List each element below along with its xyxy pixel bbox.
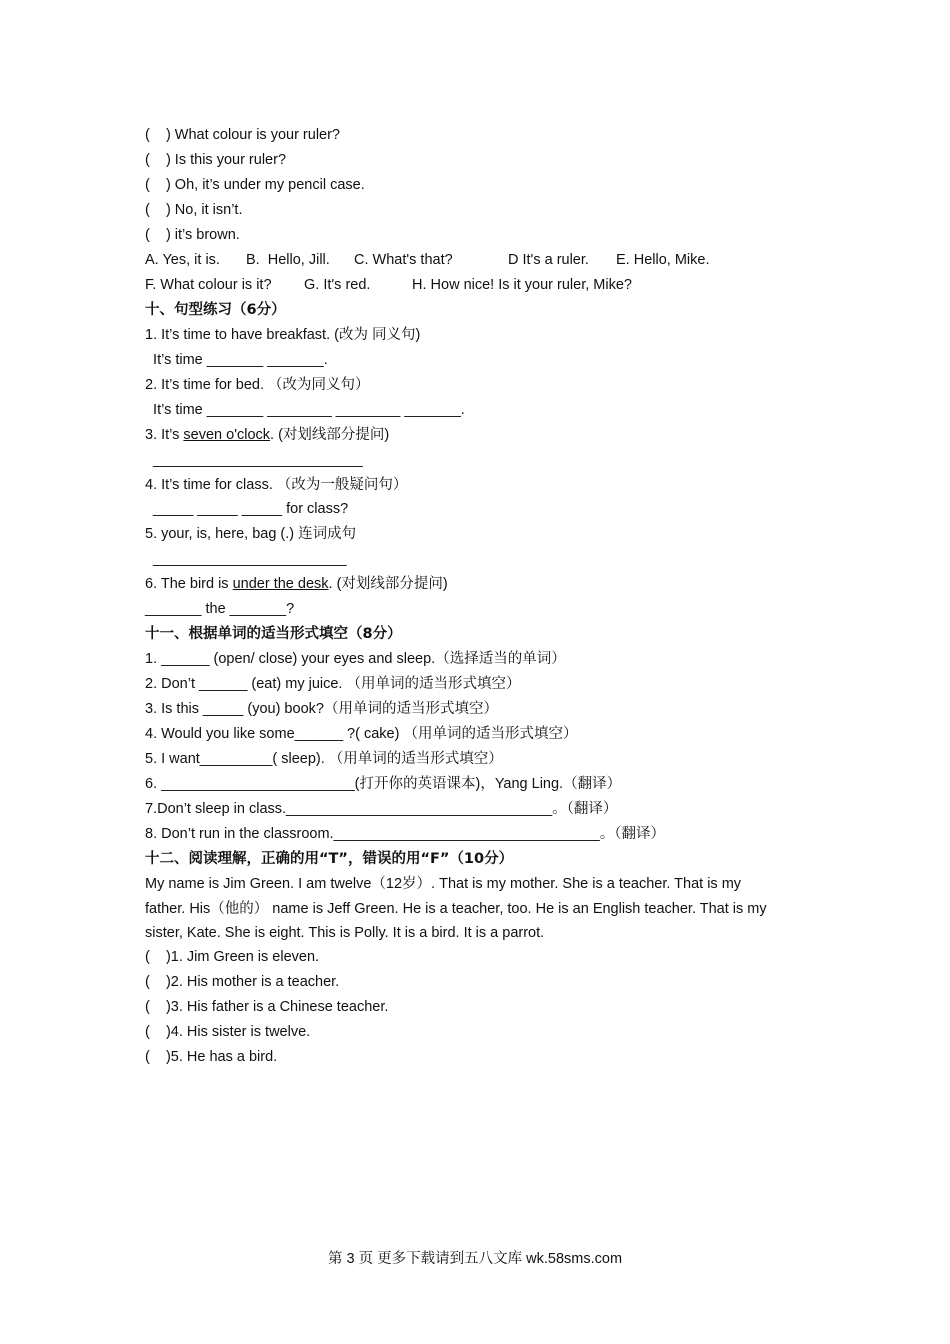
dialogue-line: ( ) No, it isn’t. <box>145 202 243 218</box>
tf-question: ( )1. Jim Green is eleven. <box>145 949 320 965</box>
question: 1. ______ (open/ close) your eyes and sleep.（选择适当的单词） <box>145 651 566 667</box>
question: 3. Is this _____ (you) book?（用单词的适当形式填空） <box>145 701 498 717</box>
answer-blank: It’s time _______ _______. <box>145 352 328 368</box>
option-a: A. Yes, it is. <box>145 252 220 268</box>
question: 5. I want_________( sleep). （用单词的适当形式填空） <box>145 751 503 767</box>
question-text: . (对划线部分提问) <box>328 576 448 592</box>
answer-blank: _____ _____ _____ for class? <box>145 501 349 517</box>
tf-question: ( )5. He has a bird. <box>145 1049 278 1065</box>
options-row <box>145 251 745 271</box>
option-h: H. How nice! Is it your ruler, Mike? <box>412 277 632 293</box>
question <box>145 575 448 593</box>
option-b: B. Hello, Jill. <box>246 252 330 268</box>
underlined-phrase: under the desk <box>232 576 329 592</box>
question: 7.Don’t sleep in class._________________________________。（翻译） <box>145 801 618 817</box>
page-footer: 第 3 页 更多下载请到五八文库 wk.58sms.com <box>327 1251 623 1267</box>
dialogue-line: ( ) Is this your ruler? <box>145 152 287 168</box>
question: 2. It’s time for bed. （改为同义句） <box>145 377 370 393</box>
tf-question: ( )4. His sister is twelve. <box>145 1024 311 1040</box>
question: 6. ________________________(打开你的英语课本)，Yang Ling.（翻译） <box>145 776 622 792</box>
reading-passage-line: sister, Kate. She is eight. This is Polly. It is a bird. It is a parrot. <box>145 925 545 941</box>
section-heading: 十二、阅读理解，正确的用“T”，错误的用“F”（10分） <box>145 851 514 867</box>
question: 1. It’s time to have breakfast. (改为 同义句) <box>145 327 421 343</box>
question: 4. Would you like some______ ?( cake) （用单词的适当形式填空） <box>145 726 578 742</box>
question: 5. your, is, here, bag (.) 连词成句 <box>145 526 357 542</box>
dialogue-line: ( ) What colour is your ruler? <box>145 127 340 143</box>
question-text: 6. The bird is <box>145 576 233 592</box>
reading-passage-line: father. His（他的） name is Jeff Green. He is a teacher, too. He is an English teacher. That is my <box>145 901 767 917</box>
question: 4. It’s time for class. （改为一般疑问句） <box>145 477 408 493</box>
tf-question: ( )2. His mother is a teacher. <box>145 974 340 990</box>
option-d: D It's a ruler. <box>508 252 589 268</box>
question-text: 3. It’s <box>145 427 184 443</box>
question: 2. Don’t ______ (eat) my juice. （用单词的适当形式填空） <box>145 676 521 692</box>
answer-blank: ________________________ <box>145 551 347 567</box>
answer-blank: It’s time _______ ________ ________ _______. <box>145 402 465 418</box>
tf-question: ( )3. His father is a Chinese teacher. <box>145 999 389 1015</box>
options-row <box>145 276 745 296</box>
reading-passage-line: My name is Jim Green. I am twelve（12岁）. That is my mother. She is a teacher. That is my <box>145 876 742 892</box>
dialogue-line: ( ) Oh, it’s under my pencil case. <box>145 177 365 193</box>
answer-blank: _______ the _______? <box>145 601 295 617</box>
section-heading: 十、句型练习（6分） <box>145 302 286 318</box>
option-c: C. What's that? <box>354 252 453 268</box>
dialogue-line: ( ) it’s brown. <box>145 227 240 243</box>
option-e: E. Hello, Mike. <box>616 252 710 268</box>
question: 8. Don’t run in the classroom._________________________________。（翻译） <box>145 826 665 842</box>
underlined-phrase: seven o'clock <box>183 427 271 443</box>
section-heading: 十一、根据单词的适当形式填空（8分） <box>145 626 402 642</box>
option-f: F. What colour is it? <box>145 277 272 293</box>
question <box>145 426 389 444</box>
question-text: . (对划线部分提问) <box>270 427 390 443</box>
option-g: G. It's red. <box>304 277 371 293</box>
answer-blank: __________________________ <box>145 452 363 468</box>
